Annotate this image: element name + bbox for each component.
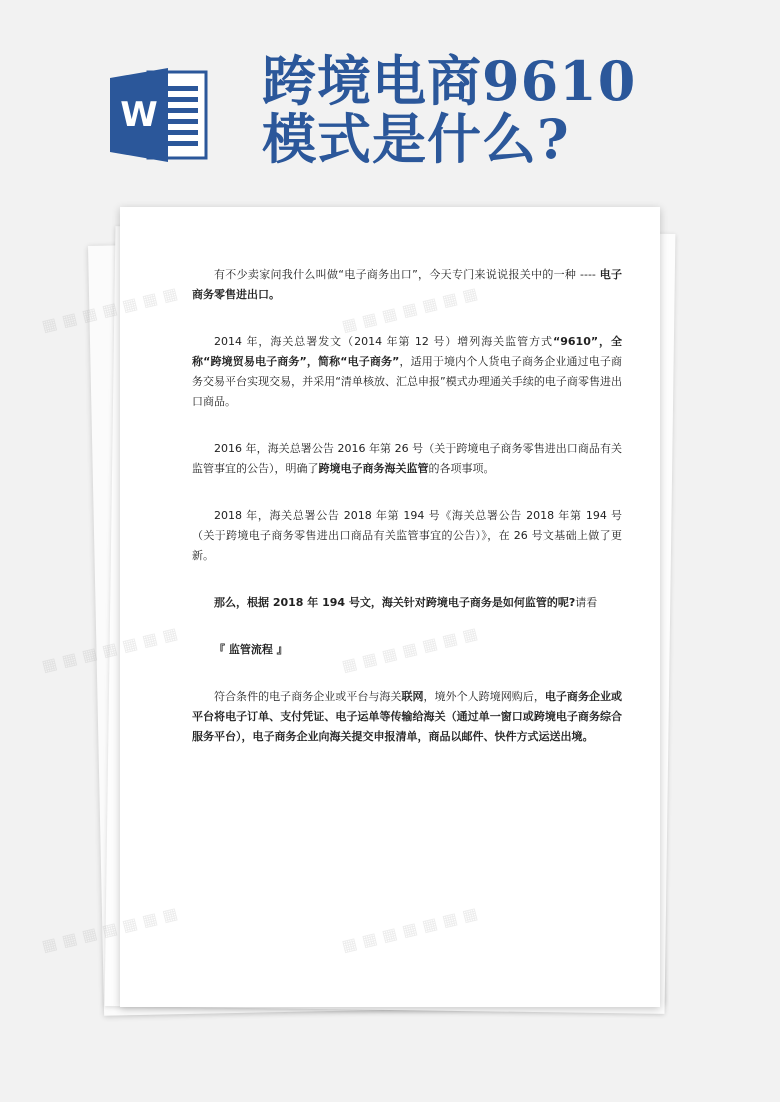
section-heading-supervision-process: 『 监管流程 』 [214,643,288,656]
word-document-icon [110,68,208,162]
watermark: ▦ ▦ ▦ [39,923,100,956]
watermark: ▦ ▦ [39,308,80,336]
page-title [262,49,637,171]
paragraph-2018: 2018 年，海关总署公告 2018 年第 194 号《海关总署公告 2018 年第 194 号（关于跨境电子商务零售进出口商品有关监管事宜的公告）》，在 26 号文基础上做了更新。 [192,509,622,562]
svg-text:W: W [120,95,158,135]
document-page [120,207,660,1007]
paragraph-2014: 2014 年，海关总署发文（2014 年第 12 号）增列海关监管方式“9610”，全称“跨境贸易电子商务”，简称“电子商务”，适用于境内个人货电子商务企业通过电子商务交易平台实现交易，并采用“清单核放、汇总申报”模式办理通关手续的电子商零售进出口商品。 [192,335,622,408]
document-body [192,265,622,778]
paragraph-question: 那么，根据 2018 年 194 号文，海关针对跨境电子商务是如何监管的呢?请看 [214,596,598,609]
paragraph-2016: 2016 年，海关总署公告 2016 年第 26 号（关于跨境电子商务零售进出口商品有关监管事宜的公告），明确了跨境电子商务海关监管的各项事项。 [192,442,622,475]
watermark: ▦ ▦ ▦ [39,643,100,676]
paragraph-process: 符合条件的电子商务企业或平台与海关联网，境外个人跨境网购后，电子商务企业或平台将电子订单、支付凭证、电子运单等传输给海关（通过单一窗口或跨境电子商务综合服务平台），电子商务企业向海关提交申报清单，商品以邮件、快件方式运送出境。 [192,690,623,743]
title-line-2: 模式是什么? [262,107,570,171]
title-line-1: 跨境电商9610 [262,49,637,113]
paragraph-intro: 有不少卖家问我什么叫做“电子商务出口”，今天专门来说说报关中的一种 ---- 电子商务零售进出口。 [192,268,623,301]
